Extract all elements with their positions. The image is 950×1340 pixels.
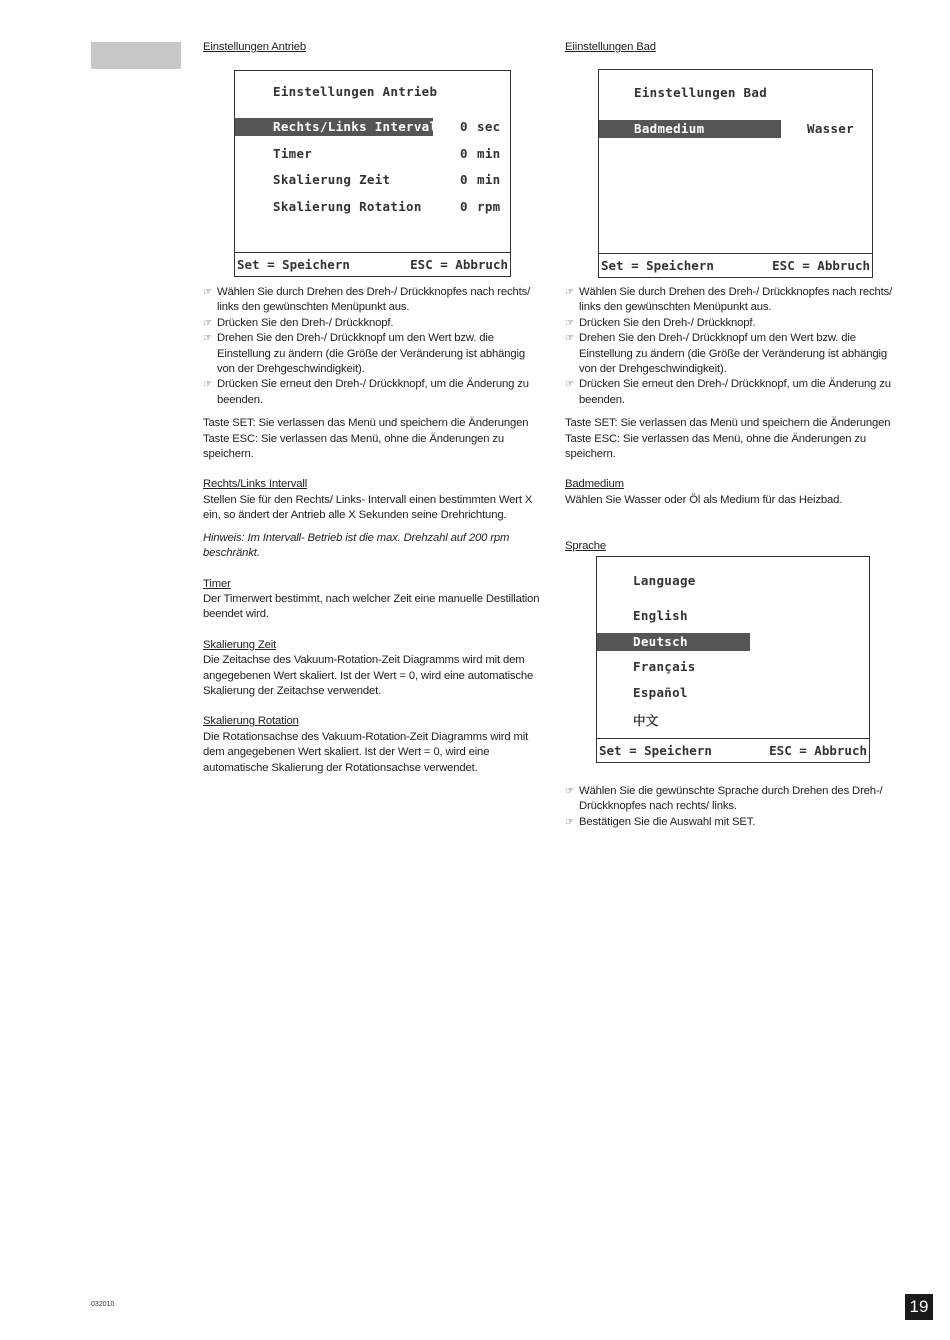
section-title-skalierung-zeit: Skalierung Zeit (203, 638, 277, 651)
step-item: ☞ Wählen Sie durch Drehen des Dreh-/ Drückknopfes nach rechts/ links den gewünschten Menüpunkt aus. (565, 286, 893, 314)
row-label: Skalierung Zeit (273, 172, 391, 187)
language-steps (565, 784, 905, 830)
row-label: Skalierung Rotation (273, 199, 422, 214)
section-heading-bad: Eiinstellungen Bad (565, 41, 656, 53)
section-title-timer: Timer (203, 577, 231, 590)
document-code: 032010 (91, 1301, 115, 1308)
row-label: Rechts/Links Intervall (273, 119, 446, 134)
step-item: ☞ Drehen Sie den Dreh-/ Drückknopf um den Wert bzw. die Einstellung zu ändern (die Größe der Veränderung ist abhängig von der Drehgeschwindigkeit). (203, 332, 525, 376)
selected-row-highlight (599, 120, 781, 138)
language-option: Español (633, 685, 688, 700)
left-body (203, 285, 543, 776)
row-value: 0 (460, 172, 468, 187)
right-column (565, 40, 905, 55)
taste-set-text: Taste SET: Sie verlassen das Menü und speichern die Änderungen (203, 417, 529, 430)
section-text-intervall: Stellen Sie für den Rechts/ Links- Intervall einen bestimmten Wert X ein, so ändert der Antrieb alle X Sekunden seine Drehrichtung. (203, 493, 533, 522)
language-option: Deutsch (633, 634, 688, 649)
pointing-hand-icon: ☞ (565, 333, 574, 345)
row-value: 0 (460, 146, 468, 161)
section-tab-marker (91, 42, 181, 69)
pointing-hand-icon: ☞ (565, 786, 574, 797)
screen-footer (235, 252, 510, 276)
section-text-skalierung-rotation: Die Rotationsachse des Vakuum-Rotation-Zeit Diagramms wird mit dem angegebenen Wert skaliert. Ist der Wert = 0, wird eine automatische Skalierung der Rotationsachse verwendet. (203, 730, 529, 774)
step-item: ☞ Drehen Sie den Dreh-/ Drückknopf um den Wert bzw. die Einstellung zu ändern (die Größe der Veränderung ist abhängig von der Drehgeschwindigkeit). (565, 332, 887, 376)
selected-row-highlight (235, 118, 446, 136)
section-text-timer: Der Timerwert bestimmt, nach welcher Zeit eine manuelle Destillation beendet wird. (203, 592, 540, 621)
left-column (203, 40, 543, 55)
section-text-skalierung-zeit: Die Zeitachse des Vakuum-Rotation-Zeit Diagramms wird mit dem angegebenen Wert skaliert. Ist der Wert = 0, wird eine automatische Skalierung der Zeitachse verwendet. (203, 654, 534, 697)
footer-set: Set = Speichern (601, 258, 714, 273)
footer-set: Set = Speichern (237, 257, 350, 272)
row-label: Badmedium (634, 121, 705, 136)
lcd-screen-antrieb (234, 70, 511, 277)
pointing-hand-icon: ☞ (203, 317, 212, 329)
row-unit: rpm (477, 199, 501, 214)
taste-set-text: Taste SET: Sie verlassen das Menü und speichern die Änderungen (565, 417, 891, 430)
row-unit: sec (477, 119, 501, 134)
section-title-badmedium: Badmedium (565, 478, 624, 491)
taste-esc-text: Taste ESC: Sie verlassen das Menü, ohne die Änderungen zu speichern. (203, 432, 505, 461)
selected-row-highlight (597, 633, 750, 651)
pointing-hand-icon: ☞ (565, 317, 574, 329)
row-unit: min (477, 146, 501, 161)
row-value: 0 (460, 119, 468, 134)
row-unit: min (477, 172, 501, 187)
taste-esc-text: Taste ESC: Sie verlassen das Menü, ohne die Änderungen zu speichern. (565, 432, 867, 461)
step-item: ☞ Drücken Sie den Dreh-/ Drückknopf. (203, 316, 543, 331)
screen-title: Einstellungen Antrieb (273, 84, 438, 99)
row-value: Wasser (807, 121, 854, 136)
pointing-hand-icon: ☞ (203, 333, 212, 345)
step-item: ☞ Drücken Sie erneut den Dreh-/ Drückknopf, um die Änderung zu beenden. (203, 378, 529, 406)
section-title-intervall: Rechts/Links Intervall (203, 478, 308, 491)
footer-esc: ESC = Abbruch (410, 257, 508, 272)
screen-footer (597, 738, 869, 762)
pointing-hand-icon: ☞ (565, 287, 574, 298)
page-number: 19 (905, 1294, 933, 1320)
footer-set: Set = Speichern (599, 743, 712, 758)
step-item: ☞ Drücken Sie den Dreh-/ Drückknopf. (565, 316, 905, 331)
row-value: 0 (460, 199, 468, 214)
language-option: 中文 (633, 713, 659, 728)
screen-title: Einstellungen Bad (634, 85, 768, 100)
lcd-screen-language (596, 556, 870, 763)
pointing-hand-icon: ☞ (203, 379, 212, 391)
step-item: ☞ Drücken Sie erneut den Dreh-/ Drückknopf, um die Änderung zu beenden. (565, 378, 891, 406)
pointing-hand-icon: ☞ (203, 287, 212, 298)
footer-esc: ESC = Abbruch (769, 743, 867, 758)
section-title-sprache: Sprache (565, 540, 607, 553)
hinweis-note: Hinweis: Im Intervall- Betrieb ist die max. Drehzahl auf 200 rpm beschränkt. (203, 531, 510, 560)
pointing-hand-icon: ☞ (565, 816, 574, 828)
pointing-hand-icon: ☞ (565, 379, 574, 391)
footer-esc: ESC = Abbruch (772, 258, 870, 273)
section-title-skalierung-rotation: Skalierung Rotation (203, 715, 299, 728)
step-item: ☞ Wählen Sie die gewünschte Sprache durch Drehen des Dreh-/ Drückknopfes nach rechts/ links. (565, 785, 883, 813)
language-option: English (633, 608, 688, 623)
language-option: Français (633, 659, 696, 674)
right-body (565, 285, 905, 555)
screen-title: Language (633, 573, 696, 588)
row-label: Timer (273, 146, 313, 161)
section-text-badmedium: Wählen Sie Wasser oder Öl als Medium für das Heizbad. (565, 493, 843, 506)
lcd-screen-bad (598, 69, 873, 278)
section-heading-antrieb: Einstellungen Antrieb (203, 41, 306, 53)
screen-footer (599, 253, 872, 277)
step-item: ☞ Bestätigen Sie die Auswahl mit SET. (565, 815, 905, 830)
step-item: ☞ Wählen Sie durch Drehen des Dreh-/ Drückknopfes nach rechts/ links den gewünschten Menüpunkt aus. (203, 286, 531, 314)
